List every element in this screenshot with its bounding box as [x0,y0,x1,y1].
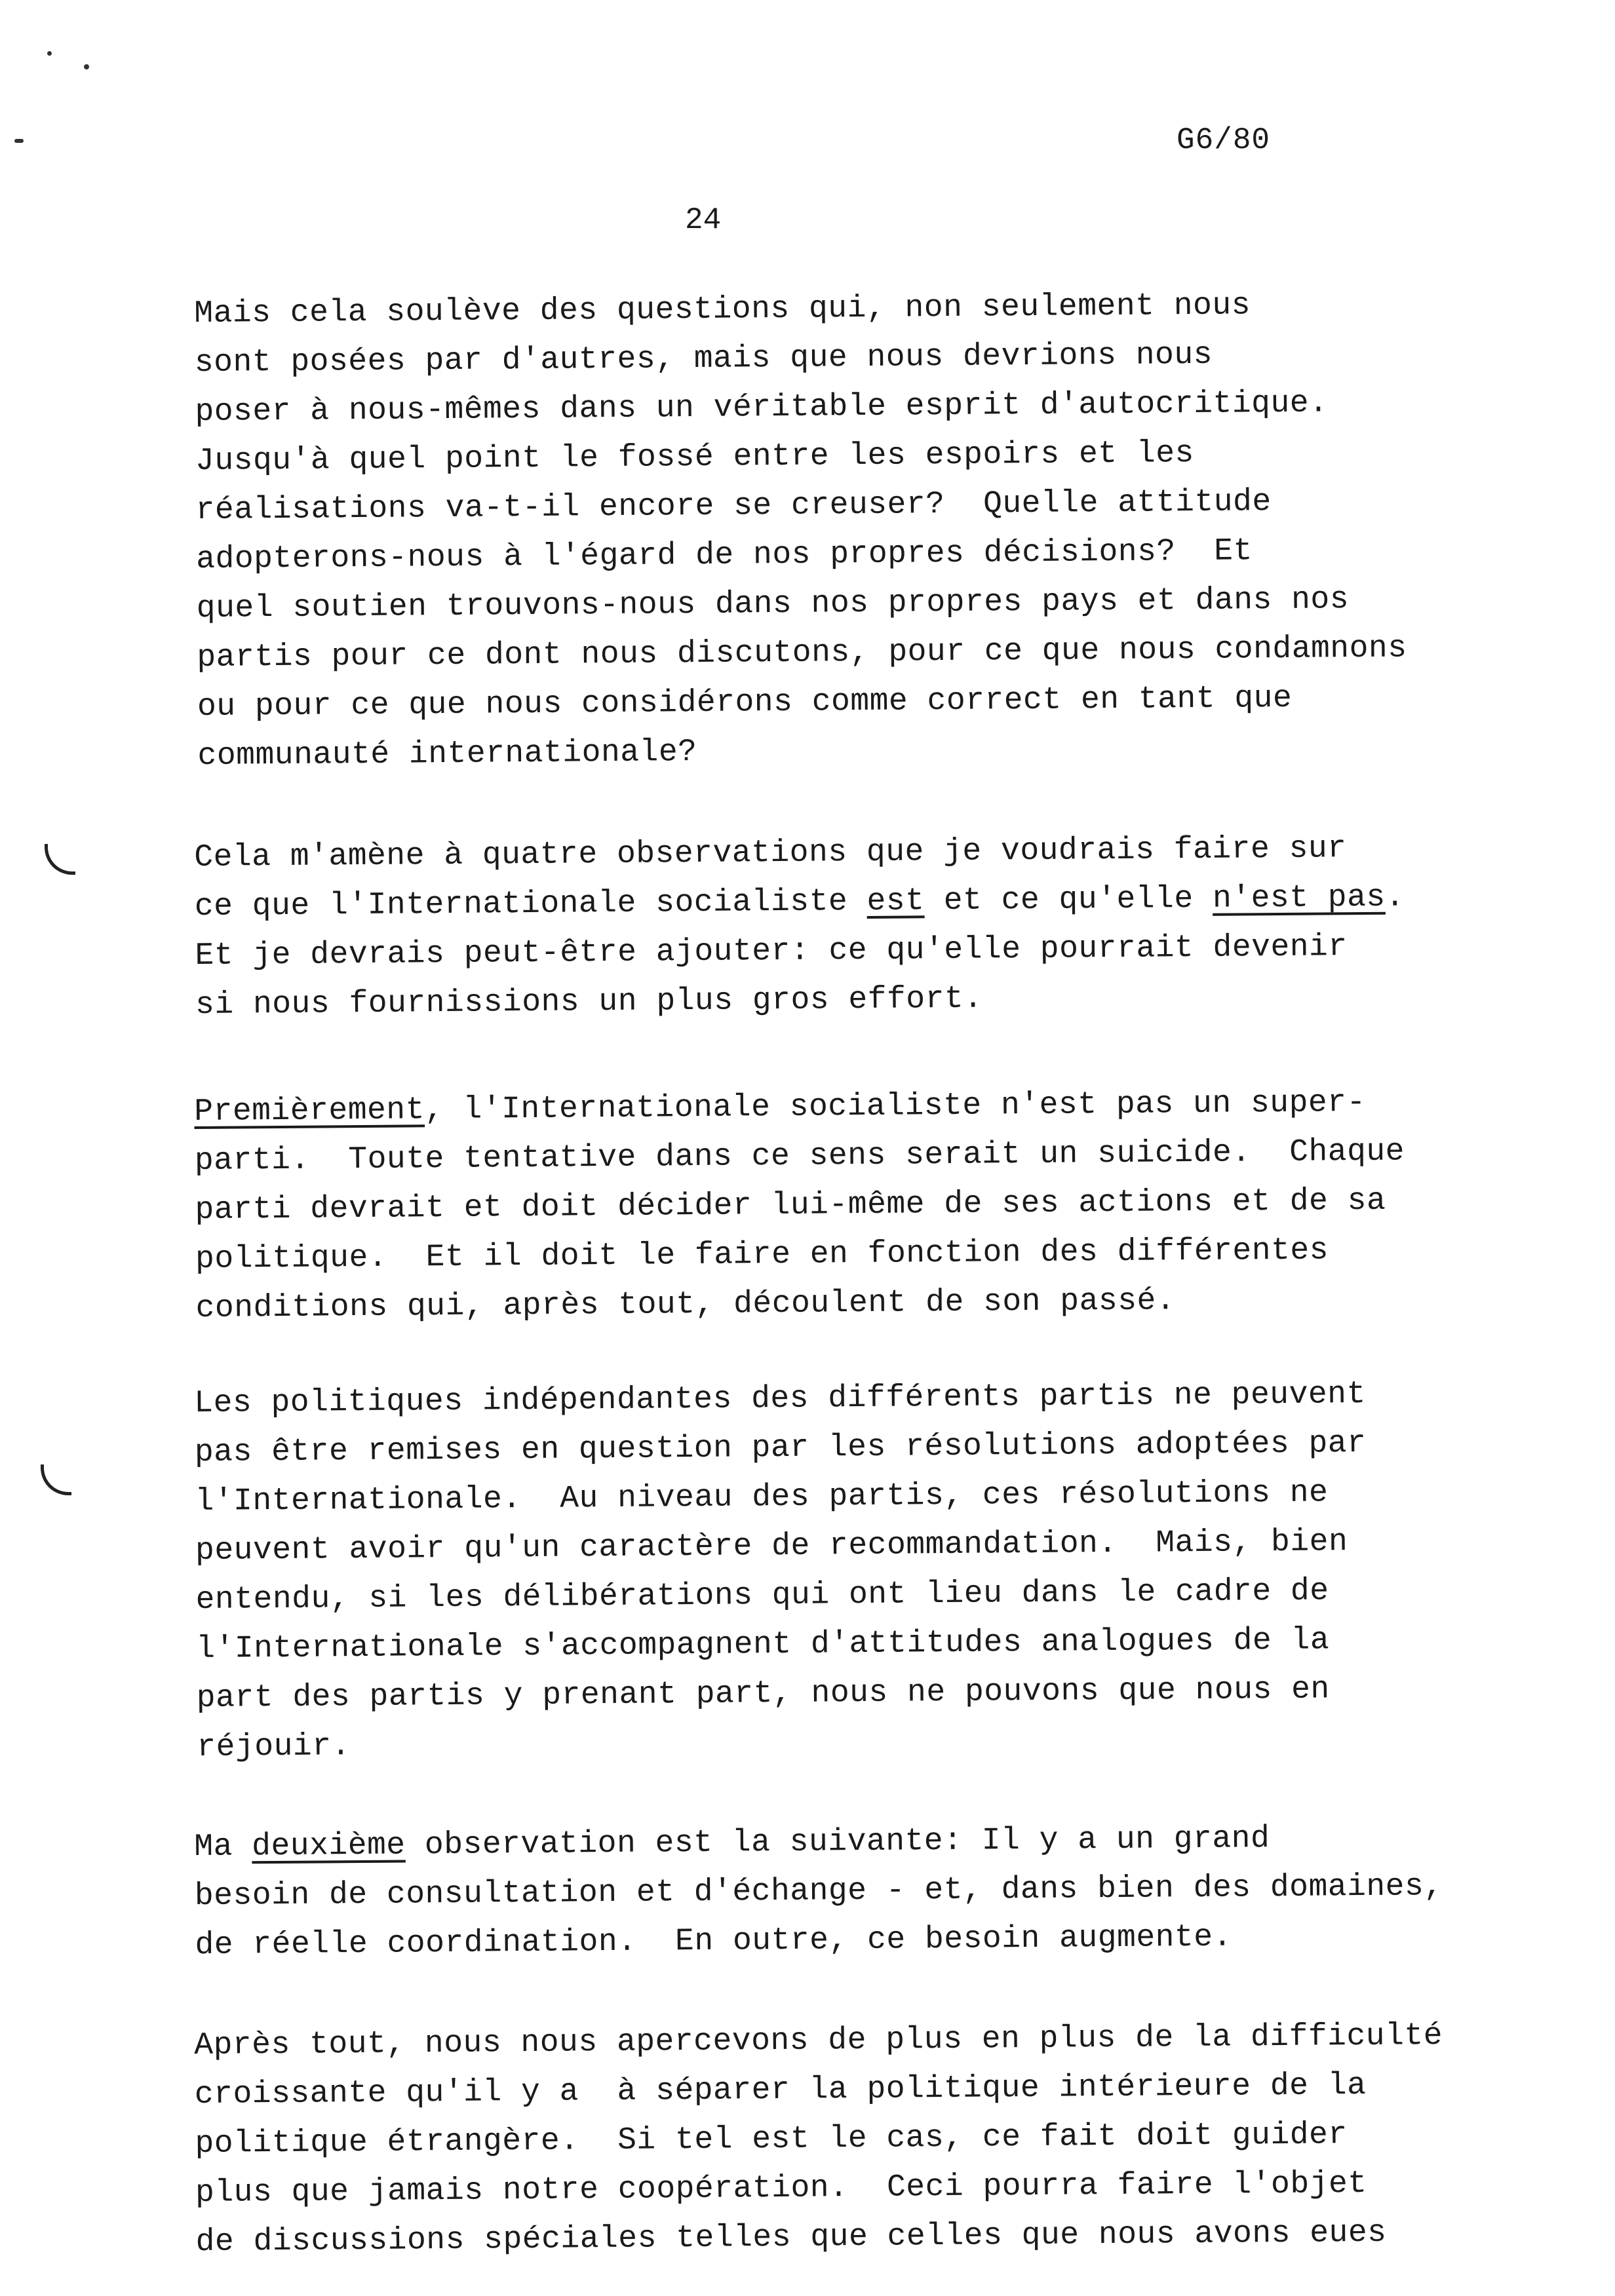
margin-mark [45,844,75,875]
text-line: Mais cela soulève des questions qui, non seulement nous [194,288,1251,332]
text-line: politique étrangère. Si tel est le cas, ce fait doit guider [195,2117,1348,2162]
text-line: réjouir. [197,1729,351,1765]
paragraph-4 [194,1369,1521,1772]
page-number: 24 [685,203,722,237]
text-line: réalisations va-t-il encore se creuser? Quelle attitude [195,484,1272,528]
paragraph-2 [194,823,1519,1030]
text-segment: , l'Internationale socialiste n'est pas un super- [424,1084,1367,1128]
text-line: part des partis y prenant part, nous ne pouvons que nous en [196,1672,1330,1716]
text-line: plus que jamais notre coopération. Ceci pourra faire l'objet [195,2166,1367,2211]
paragraph-3 [194,1077,1520,1333]
text-segment: et ce qu'elle [924,881,1213,919]
text-line: poser à nous-mêmes dans un véritable esprit d'autocritique. [195,385,1329,430]
text-line: pas être remises en question par les résolutions adoptées par [194,1425,1367,1470]
text-line: partis pour ce dont nous discutons, pour ce que nous condamnons [197,630,1407,676]
text-line: l'Internationale. Au niveau des partis, ces résolutions ne [195,1475,1329,1520]
scan-speck [47,51,52,56]
text-line: politique. Et il doit le faire en fonction des différentes [195,1233,1329,1277]
text-line: adopterons-nous à l'égard de nos propres décisions? Et [196,533,1253,577]
text-line: Jusqu'à quel point le fossé entre les espoirs et les [195,436,1195,479]
text-segment: Ma [194,1829,252,1865]
text-line: entendu, si les délibérations qui ont lieu dans le cadre de [195,1573,1329,1618]
text-line: si nous fournissions un plus gros effort. [195,981,983,1023]
text-segment: observation est la suivante: Il y a un grand [405,1821,1270,1864]
scan-speck [14,139,24,143]
document-reference: G6/80 [1177,123,1271,157]
text-line: quel soutien trouvons-nous dans nos propres pays et dans nos [196,582,1350,626]
paragraph-5 [194,1812,1519,1970]
paragraph-1 [194,279,1522,781]
margin-mark [41,1464,71,1495]
text-line: parti devrait et doit décider lui-même de ses actions et de sa [195,1183,1386,1228]
emphasis-premierement: Premièrement [194,1092,425,1130]
text-line: conditions qui, après tout, découlent de son passé. [195,1283,1176,1326]
text-line: de discussions spéciales telles que celles que nous avons eues [195,2215,1387,2260]
text-line: sont posées par d'autres, mais que nous devrions nous [194,337,1213,381]
paragraph-6 [194,2011,1520,2267]
text-line: l'Internationale s'accompagnent d'attitudes analogues de la [196,1622,1330,1667]
text-line: Après tout, nous nous apercevons de plus en plus de la difficulté [194,2018,1443,2063]
text-line: Les politiques indépendantes des différents partis ne peuvent [194,1376,1367,1421]
text-line: besoin de consultation et d'échange - et, dans bien des domaines, [194,1869,1443,1914]
text-line: croissante qu'il y a à séparer la politique intérieure de la [194,2067,1367,2113]
emphasis-nest-pas: n'est pas [1212,879,1386,917]
text-line: ou pour ce que nous considérons comme correct en tant que [197,680,1293,725]
text-line: Et je devrais peut-être ajouter: ce qu'elle pourrait devenir [195,929,1348,974]
text-segment: ce que l'Internationale socialiste [194,883,867,925]
emphasis-est: est [866,883,925,919]
text-line: peuvent avoir qu'un caractère de recommandation. Mais, bien [195,1524,1348,1569]
text-line: de réelle coordination. En outre, ce besoin augmente. [195,1919,1233,1963]
scan-speck [84,64,89,69]
text-line: parti. Toute tentative dans ce sens serait un suicide. Chaque [194,1134,1405,1179]
text-segment: . [1385,879,1405,915]
emphasis-deuxieme: deuxième [251,1827,406,1865]
text-line: communauté internationale? [197,734,697,774]
text-line: Cela m'amène à quatre observations que je voudrais faire sur [194,831,1347,875]
